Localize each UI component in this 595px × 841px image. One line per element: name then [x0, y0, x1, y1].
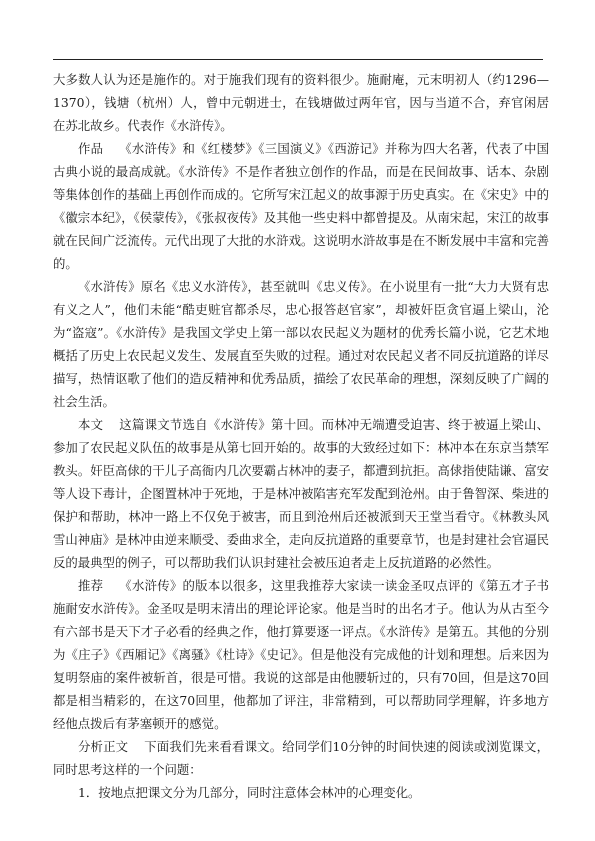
section-label-this-text: 本文: [78, 417, 104, 432]
paragraph-text: 1．按地点把课文分为几部分，同时注意体会林冲的心理变化。: [78, 785, 421, 800]
paragraph-this-text: [53, 413, 549, 574]
paragraph-text: 《水浒传》原名《忠义水浒传》，甚至就叫《忠义传》。在小说里有一批“大力大贤有忠有义之人”，他们未能“酷吏赃官都杀尽，忠心报答赵官家”，却被奸臣贪官逼上梁山，沦为“盗寇”。《水浒传》是我国文学史上第一部以农民起义为题材的优秀长篇小说，它艺术地概括了历史上农民起义发生、发展直至失败的过程。通过对农民起义者不同反抗道路的详尽描写，热情讴歌了他们的造反精神和优秀品质，描绘了农民革命的理想，深刻反映了广阔的社会生活。: [53, 279, 549, 409]
paragraph-text: 这篇课文节选自《水浒传》第十回。而林冲无端遭受迫害、终于被逼上梁山、参加了农民起义队伍的故事是从第七回开始的。故事的大致经过如下：林冲本在东京当禁军教头。奸臣高俅的干儿子高衙内几次要霸占林冲的妻子，都遭到抗拒。高俅指使陆谦、富安等人设下毒计，企图置林冲于死地，于是林冲被陷害充军发配到沧州。由于鲁智深、柴进的保护和帮助，林冲一路上不仅免于被害，而且到沧州后还被派到天王堂当看守。《林教头风雪山神庙》是林冲由逆来顺受、委曲求全，走向反抗道路的重要章节，也是封建社会官逼民反的最典型的例子，可以帮助我们认识封建社会被压迫者走上反抗道路的必然性。: [53, 417, 550, 570]
section-label-recommendation: 推荐: [78, 578, 104, 593]
paragraph-text: 《水浒传》和《红楼梦》《三国演义》《西游记》并称为四大名著，代表了中国古典小说的最高成就。《水浒传》不是作者独立创作的作品，而是在民间故事、话本、杂剧等集体创作的基础上再创作而成的。它所写宋江起义的故事源于历史真实。在《宋史》中的《徽宗本纪》，《侯蒙传》，《张叔夜传》及其他一些史料中都曾提及。从南宋起，宋江的故事就在民间广泛流传。元代出现了大批的水浒戏。这说明水浒故事是在不断发展中丰富和完善的。: [53, 141, 549, 271]
section-label-works: 作品: [78, 141, 104, 156]
paragraph-works: [53, 137, 549, 275]
paragraph-recommendation: [53, 574, 549, 735]
paragraph-question-1: [53, 781, 549, 804]
paragraph-analysis: [53, 735, 549, 781]
document-body: [53, 68, 549, 804]
paragraph-text: 《水浒传》的版本以很多，这里我推荐大家读一读金圣叹点评的《第五才子书施耐安水浒传》。金圣叹是明末清出的理论评论家。他是当时的出名才子。他认为从古至今有六部书是天下才子必看的经典之作，他打算要逐一评点。《水浒传》是第五。其他的分别为《庄子》《西厢记》《离骚》《杜诗》《史记》。但是他没有完成他的计划和理想。后来因为复明祭庙的案件被斩首，很是可惜。我说的这部是由他腰斩过的，只有70回，但是这70回都是相当精彩的，在这70回里，他都加了评注，非常精到，可以帮助同学理解，许多地方经他点拨后有茅塞顿开的感觉。: [53, 578, 550, 731]
paragraph-text: 下面我们先来看看课文。给同学们10分钟的时间快速的阅读或浏览课文，同时思考这样的一个问题：: [53, 739, 549, 777]
section-label-analysis: 分析正文: [78, 739, 129, 754]
paragraph-author: [53, 68, 549, 137]
header-rule: [53, 59, 543, 60]
paragraph-original-title: [53, 275, 549, 413]
paragraph-text: 大多数人认为还是施作的。对于施我们现有的资料很少。施耐庵，元末明初人（约1296—1370），钱塘（杭州）人，曾中元朝进士，在钱塘做过两年官，因与当道不合，弃官闲居在苏北故乡。代表作《水浒传》。: [53, 72, 549, 133]
